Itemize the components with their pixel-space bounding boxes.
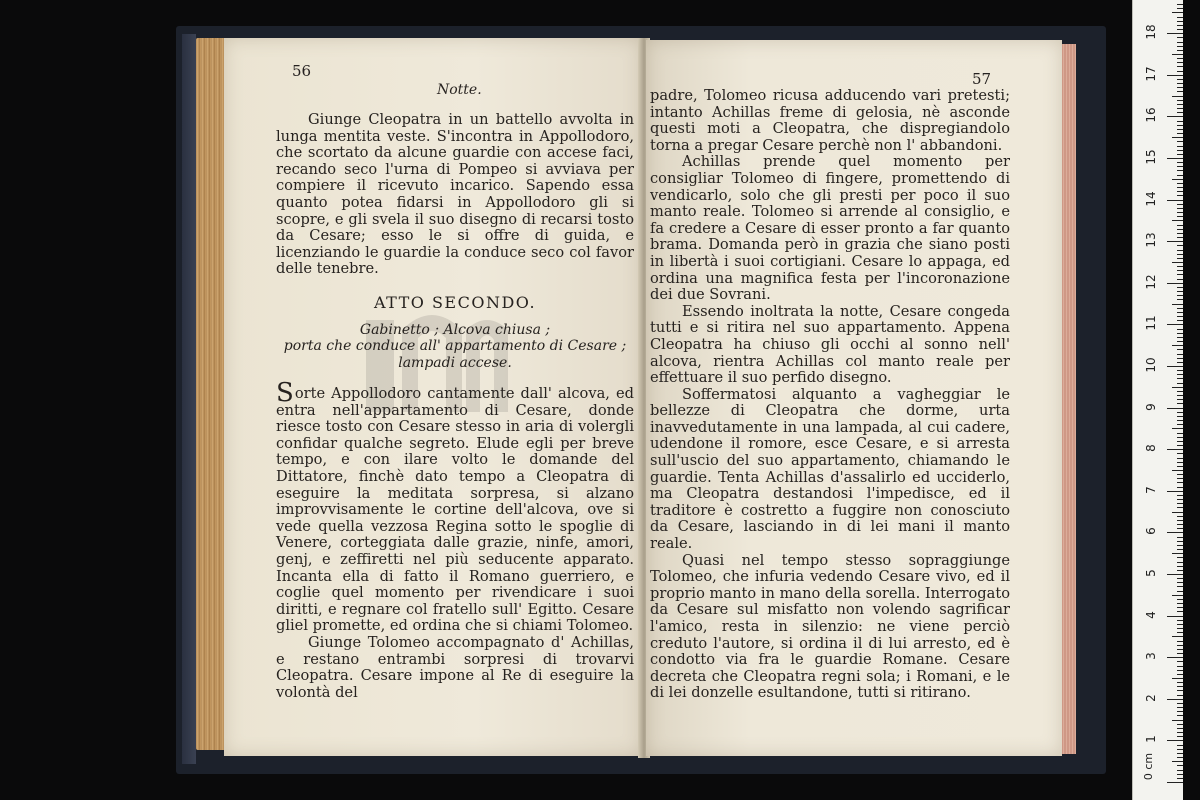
- right-page-text: [650, 88, 1010, 702]
- ruler-number: 1: [1144, 735, 1158, 744]
- ruler-number: 7: [1144, 485, 1158, 494]
- ruler-tick: [1177, 582, 1183, 583]
- ruler-tick: [1177, 191, 1183, 192]
- ruler-number: 4: [1144, 610, 1158, 619]
- ruler-tick: [1177, 378, 1183, 379]
- ruler-tick: [1177, 641, 1183, 642]
- page-block-edge-right: [1062, 44, 1076, 754]
- ruler-tick: [1177, 474, 1183, 475]
- ruler-number: 6: [1144, 527, 1158, 536]
- ruler-tick: [1177, 690, 1183, 691]
- ruler-tick: [1177, 566, 1183, 567]
- ruler-tick: [1167, 283, 1183, 284]
- ruler-tick: [1177, 686, 1183, 687]
- ruler-tick: [1172, 54, 1183, 55]
- ruler-tick: [1172, 345, 1183, 346]
- ruler-tick: [1177, 308, 1183, 309]
- ruler-tick: [1177, 478, 1183, 479]
- ruler-tick: [1177, 354, 1183, 355]
- ruler-tick: [1177, 291, 1183, 292]
- ruler-tick: [1177, 391, 1183, 392]
- ruler-tick: [1177, 225, 1183, 226]
- ruler-tick: [1177, 37, 1183, 38]
- ruler-tick: [1177, 216, 1183, 217]
- ruler-tick: [1167, 75, 1183, 76]
- ruler-tick: [1177, 29, 1183, 30]
- ruler-tick: [1177, 175, 1183, 176]
- ruler-tick: [1177, 91, 1183, 92]
- ruler-tick: [1177, 129, 1183, 130]
- ruler-tick: [1177, 770, 1183, 771]
- ruler-number: 10: [1144, 357, 1158, 373]
- left-page-text: [276, 112, 634, 701]
- ruler-tick: [1177, 607, 1183, 608]
- ruler-tick: [1177, 141, 1183, 142]
- ruler-tick: [1177, 100, 1183, 101]
- ruler-tick: [1177, 4, 1183, 5]
- ruler-tick: [1177, 599, 1183, 600]
- ruler-tick: [1177, 349, 1183, 350]
- ruler-tick: [1177, 270, 1183, 271]
- ruler-tick: [1177, 541, 1183, 542]
- ruler-tick: [1177, 250, 1183, 251]
- ruler-tick: [1167, 241, 1183, 242]
- ruler-tick: [1177, 195, 1183, 196]
- ruler-tick: [1177, 562, 1183, 563]
- ruler-tick: [1177, 383, 1183, 384]
- ruler-number: 17: [1144, 66, 1158, 82]
- ruler-tick: [1177, 258, 1183, 259]
- ruler-tick: [1177, 166, 1183, 167]
- ruler-number: 12: [1144, 274, 1158, 290]
- ruler-tick: [1177, 320, 1183, 321]
- ruler-tick: [1167, 699, 1183, 700]
- ruler-tick: [1177, 724, 1183, 725]
- ruler-tick: [1177, 71, 1183, 72]
- ruler-tick: [1167, 324, 1183, 325]
- ruler-tick: [1177, 108, 1183, 109]
- drop-cap: S: [276, 378, 294, 409]
- ruler-tick: [1177, 146, 1183, 147]
- scene-line: porta che conduce all' appartamento di Cesare ;: [283, 338, 627, 355]
- ruler-tick: [1167, 366, 1183, 367]
- ruler-tick: [1177, 516, 1183, 517]
- ruler-tick: [1177, 204, 1183, 205]
- ruler-tick: [1177, 399, 1183, 400]
- ruler-tick: [1167, 408, 1183, 409]
- ruler-tick: [1177, 624, 1183, 625]
- ruler-tick: [1177, 274, 1183, 275]
- ruler-tick: [1177, 133, 1183, 134]
- ruler-tick: [1177, 42, 1183, 43]
- paragraph-body: orte Appollodoro cantamente dall' alcova, ed entra nell'appartamento di Cesare, donde riesce tosto con Cesare stesso in aria di volergli confidar qualche segreto. Elude egli per breve tempo, e con ilare volto le domande del Dittatore, finchè dato tempo a Cleopatra di eseguire la meditata sorpresa, si alzano improvvisamente le cortine dell'alcova, ove si vede quella vezzosa Regina sotto le spoglie di Venere, corteggiata dalle grazie, ninfe, amori, genj, e zeffiretti nel più seducente apparato. Incanta ella di fatto il Romano guerriero, e coglie quel momento per rivendicare i suoi diritti, e regnare col fratello sull' Egitto. Cesare gliel promette, ed ordina che si chiami Tolomeo.: [276, 385, 634, 635]
- ruler-tick: [1177, 445, 1183, 446]
- ruler-tick: [1177, 25, 1183, 26]
- cover-edge: [182, 34, 196, 764]
- ruler-tick: [1177, 537, 1183, 538]
- ruler-tick: [1177, 416, 1183, 417]
- ruler-tick: [1177, 58, 1183, 59]
- ruler-tick: [1177, 83, 1183, 84]
- ruler-tick: [1177, 632, 1183, 633]
- ruler-tick: [1177, 66, 1183, 67]
- ruler-tick: [1177, 549, 1183, 550]
- ruler-tick: [1177, 437, 1183, 438]
- ruler-number: 13: [1144, 232, 1158, 248]
- ruler-unit-label: 0 cm: [1142, 752, 1156, 781]
- ruler-tick: [1167, 657, 1183, 658]
- paragraph: Quasi nel tempo stesso sopraggiunge Tolomeo, che infuria vedendo Cesare vivo, ed il proprio manto in mano della sorella. Interrogato da Cesare sul misfatto non volendo sagrificar l'amico, resta in silenzio: ne viene perciò creduto l'autore, si ordina il di lui arresto, ed è condotto via fra le guardie Romane. Cesare decreta che Cleopatra regni sola; i Romani, e le di lei donzelle esultandone, tutti si ritirano.: [650, 551, 1010, 702]
- ruler-tick: [1177, 150, 1183, 151]
- ruler-tick: [1177, 753, 1183, 754]
- ruler-tick: [1177, 520, 1183, 521]
- ruler-tick: [1177, 749, 1183, 750]
- ruler-tick: [1177, 212, 1183, 213]
- ruler-tick: [1177, 17, 1183, 18]
- ruler-tick: [1177, 757, 1183, 758]
- ruler-tick: [1177, 46, 1183, 47]
- ruler-tick: [1177, 362, 1183, 363]
- ruler-tick: [1177, 341, 1183, 342]
- paragraph: Essendo inoltrata la notte, Cesare congeda tutti e si ritira nel suo appartamento. Appena Cleopatra ha chiuso gli occhi al sonno nell' alcova, rientra Achillas col manto reale per effettuare il suo perfido disegno.: [650, 302, 1010, 387]
- ruler-tick: [1167, 449, 1183, 450]
- paragraph: Soffermatosi alquanto a vagheggiar le bellezze di Cleopatra che dorme, urta inavvedutamente in una lampada, al cui cadere, udendone il romore, esce Cesare, e si arresta sull'uscio del suo appartamento, chiamando le guardie. Tenta Achillas d'assalirlo ed ucciderlo, ma Cleopatra destandosi l'impedisce, ed il traditore è costretto a fuggire non conosciuto da Cesare, lasciando in di lei mani il manto reale.: [650, 385, 1010, 553]
- ruler-tick: [1177, 765, 1183, 766]
- ruler-tick: [1167, 574, 1183, 575]
- running-head: Notte.: [437, 82, 482, 98]
- ruler-tick: [1177, 682, 1183, 683]
- ruler-tick: [1177, 666, 1183, 667]
- ruler-tick: [1177, 503, 1183, 504]
- ruler-tick: [1177, 453, 1183, 454]
- ruler-tick: [1177, 337, 1183, 338]
- ruler-tick: [1167, 200, 1183, 201]
- ruler-tick: [1177, 358, 1183, 359]
- paragraph: Giunge Cleopatra in un battello avvolta in lunga mentita veste. S'incontra in Appollodoro, che scortato da alcune guardie con accese faci, recando seco l'urna di Pompeo si avviava per compiere il ricevuto incarico. Sapendo essa quanto potea fidarsi in Appollodoro gli si scopre, e gli svela il suo disegno di recarsi tosto da Cesare; esso le si offre di guida, e licenziando le guardie la conduce seco col favor delle tenebre.: [276, 111, 634, 278]
- ruler-tick: [1172, 761, 1183, 762]
- ruler-tick: [1177, 649, 1183, 650]
- ruler-tick: [1177, 229, 1183, 230]
- ruler-number: 8: [1144, 444, 1158, 453]
- ruler-tick: [1177, 433, 1183, 434]
- ruler-tick: [1177, 703, 1183, 704]
- ruler-tick: [1177, 728, 1183, 729]
- ruler-number: 5: [1144, 569, 1158, 577]
- ruler-tick: [1177, 374, 1183, 375]
- ruler-tick: [1177, 611, 1183, 612]
- ruler-tick: [1177, 329, 1183, 330]
- paragraph-with-dropcap: [276, 378, 634, 635]
- ruler-tick: [1172, 428, 1183, 429]
- ruler-tick: [1177, 620, 1183, 621]
- ruler-tick: [1177, 674, 1183, 675]
- ruler-tick: [1177, 312, 1183, 313]
- ruler-tick: [1167, 116, 1183, 117]
- ruler-tick: [1177, 482, 1183, 483]
- ruler-tick: [1177, 591, 1183, 592]
- page-block-edge-left: [196, 38, 226, 750]
- ruler-tick: [1177, 524, 1183, 525]
- ruler-tick: [1172, 678, 1183, 679]
- paragraph: Giunge Tolomeo accompagnato d' Achillas, e restano entrambi sorpresi di trovarvi Cleopatra. Cesare impone al Re di eseguire la volontà del: [276, 633, 634, 701]
- ruler-tick: [1177, 8, 1183, 9]
- ruler-tick: [1177, 299, 1183, 300]
- ruler-tick: [1177, 287, 1183, 288]
- ruler-tick: [1177, 715, 1183, 716]
- ruler-tick: [1177, 112, 1183, 113]
- ruler-tick: [1177, 466, 1183, 467]
- scene-line: Gabinetto ; Alcova chiusa ;: [359, 321, 551, 338]
- ruler-tick: [1172, 262, 1183, 263]
- ruler-tick: [1172, 220, 1183, 221]
- ruler-tick: [1172, 470, 1183, 471]
- ruler-tick: [1177, 316, 1183, 317]
- measurement-ruler: [1132, 0, 1183, 800]
- ruler-tick: [1177, 778, 1183, 779]
- ruler-tick: [1167, 616, 1183, 617]
- ruler-tick: [1167, 532, 1183, 533]
- ruler-tick: [1172, 553, 1183, 554]
- ruler-tick: [1172, 12, 1183, 13]
- ruler-tick: [1177, 62, 1183, 63]
- ruler-tick: [1177, 528, 1183, 529]
- ruler-number: 15: [1144, 149, 1158, 165]
- ruler-tick: [1177, 745, 1183, 746]
- ruler-tick: [1167, 33, 1183, 34]
- ruler-tick: [1177, 570, 1183, 571]
- ruler-tick: [1172, 720, 1183, 721]
- ruler-tick: [1177, 395, 1183, 396]
- ruler-tick: [1177, 653, 1183, 654]
- ruler-number: 16: [1144, 107, 1158, 124]
- page-number-right: 57: [972, 70, 992, 88]
- ruler-tick: [1177, 545, 1183, 546]
- ruler-number: 2: [1144, 693, 1158, 702]
- ruler-tick: [1172, 96, 1183, 97]
- ruler-tick: [1172, 636, 1183, 637]
- ruler-tick: [1177, 21, 1183, 22]
- ruler-tick: [1177, 499, 1183, 500]
- ruler-number: 14: [1144, 190, 1158, 207]
- ruler-tick: [1177, 412, 1183, 413]
- ruler-tick: [1177, 403, 1183, 404]
- ruler-tick: [1172, 137, 1183, 138]
- ruler-tick: [1177, 79, 1183, 80]
- act-title: ATTO SECONDO.: [373, 292, 537, 312]
- paragraph: padre, Tolomeo ricusa adducendo vari pretesti; intanto Achillas freme di gelosia, nè asconde questi moti a Cleopatra, che dispregiandolo torna a pregar Cesare perchè non l' abbandoni.: [650, 87, 1010, 154]
- ruler-tick: [1177, 603, 1183, 604]
- ruler-tick: [1177, 254, 1183, 255]
- ruler-tick: [1172, 304, 1183, 305]
- ruler-number: 11: [1144, 315, 1158, 332]
- ruler-tick: [1177, 507, 1183, 508]
- ruler-tick: [1172, 387, 1183, 388]
- ruler-tick: [1177, 732, 1183, 733]
- ruler-tick: [1177, 370, 1183, 371]
- ruler-tick: [1177, 233, 1183, 234]
- ruler-tick: [1177, 670, 1183, 671]
- ruler-tick: [1177, 237, 1183, 238]
- ruler-tick: [1177, 279, 1183, 280]
- ruler-tick: [1177, 266, 1183, 267]
- ruler-tick: [1177, 487, 1183, 488]
- ruler-number: 9: [1144, 402, 1158, 411]
- ruler-tick: [1172, 179, 1183, 180]
- ruler-tick: [1177, 645, 1183, 646]
- ruler-tick: [1177, 154, 1183, 155]
- ruler-tick: [1177, 50, 1183, 51]
- ruler-tick: [1177, 458, 1183, 459]
- ruler-tick: [1177, 295, 1183, 296]
- ruler-tick: [1177, 104, 1183, 105]
- ruler-tick: [1167, 491, 1183, 492]
- ruler-tick: [1177, 736, 1183, 737]
- ruler-tick: [1177, 661, 1183, 662]
- ruler-tick: [1172, 595, 1183, 596]
- ruler-tick: [1167, 740, 1183, 741]
- ruler-tick: [1177, 424, 1183, 425]
- ruler-tick: [1177, 162, 1183, 163]
- ruler-tick: [1177, 578, 1183, 579]
- ruler-tick: [1177, 695, 1183, 696]
- ruler-tick: [1177, 774, 1183, 775]
- scene-line: lampadi accese.: [398, 354, 512, 371]
- ruler-tick: [1177, 462, 1183, 463]
- ruler-tick: [1177, 711, 1183, 712]
- ruler-tick: [1177, 121, 1183, 122]
- ruler-tick: [1167, 782, 1183, 783]
- ruler-tick: [1177, 87, 1183, 88]
- ruler-tick: [1177, 125, 1183, 126]
- ruler-tick: [1177, 441, 1183, 442]
- ruler-tick: [1177, 208, 1183, 209]
- paragraph: Achillas prende quel momento per consigliar Tolomeo di fingere, promettendo di vendicarlo, solo che gli presti per poco il suo manto reale. Tolomeo si arrende al consiglio, e fa credere a Cesare di esser pronto a far quanto brama. Domanda però in grazia che siano posti in libertà i suoi cortigiani. Cesare lo appaga, ed ordina una magnifica festa per l'incoronazione dei due Sovrani.: [650, 153, 1010, 304]
- ruler-number: 18: [1144, 24, 1158, 40]
- ruler-tick: [1177, 183, 1183, 184]
- ruler-number: 3: [1144, 652, 1158, 661]
- ruler-tick: [1177, 628, 1183, 629]
- scene-description: [276, 322, 634, 372]
- ruler-tick: [1177, 170, 1183, 171]
- ruler-tick: [1167, 158, 1183, 159]
- ruler-tick: [1177, 420, 1183, 421]
- ruler-tick: [1177, 586, 1183, 587]
- ruler-tick: [1177, 245, 1183, 246]
- ruler-tick: [1177, 187, 1183, 188]
- page-number-left: 56: [292, 62, 312, 80]
- ruler-tick: [1172, 512, 1183, 513]
- ruler-tick: [1177, 707, 1183, 708]
- ruler-tick: [1177, 557, 1183, 558]
- ruler-tick: [1177, 333, 1183, 334]
- ruler-tick: [1177, 495, 1183, 496]
